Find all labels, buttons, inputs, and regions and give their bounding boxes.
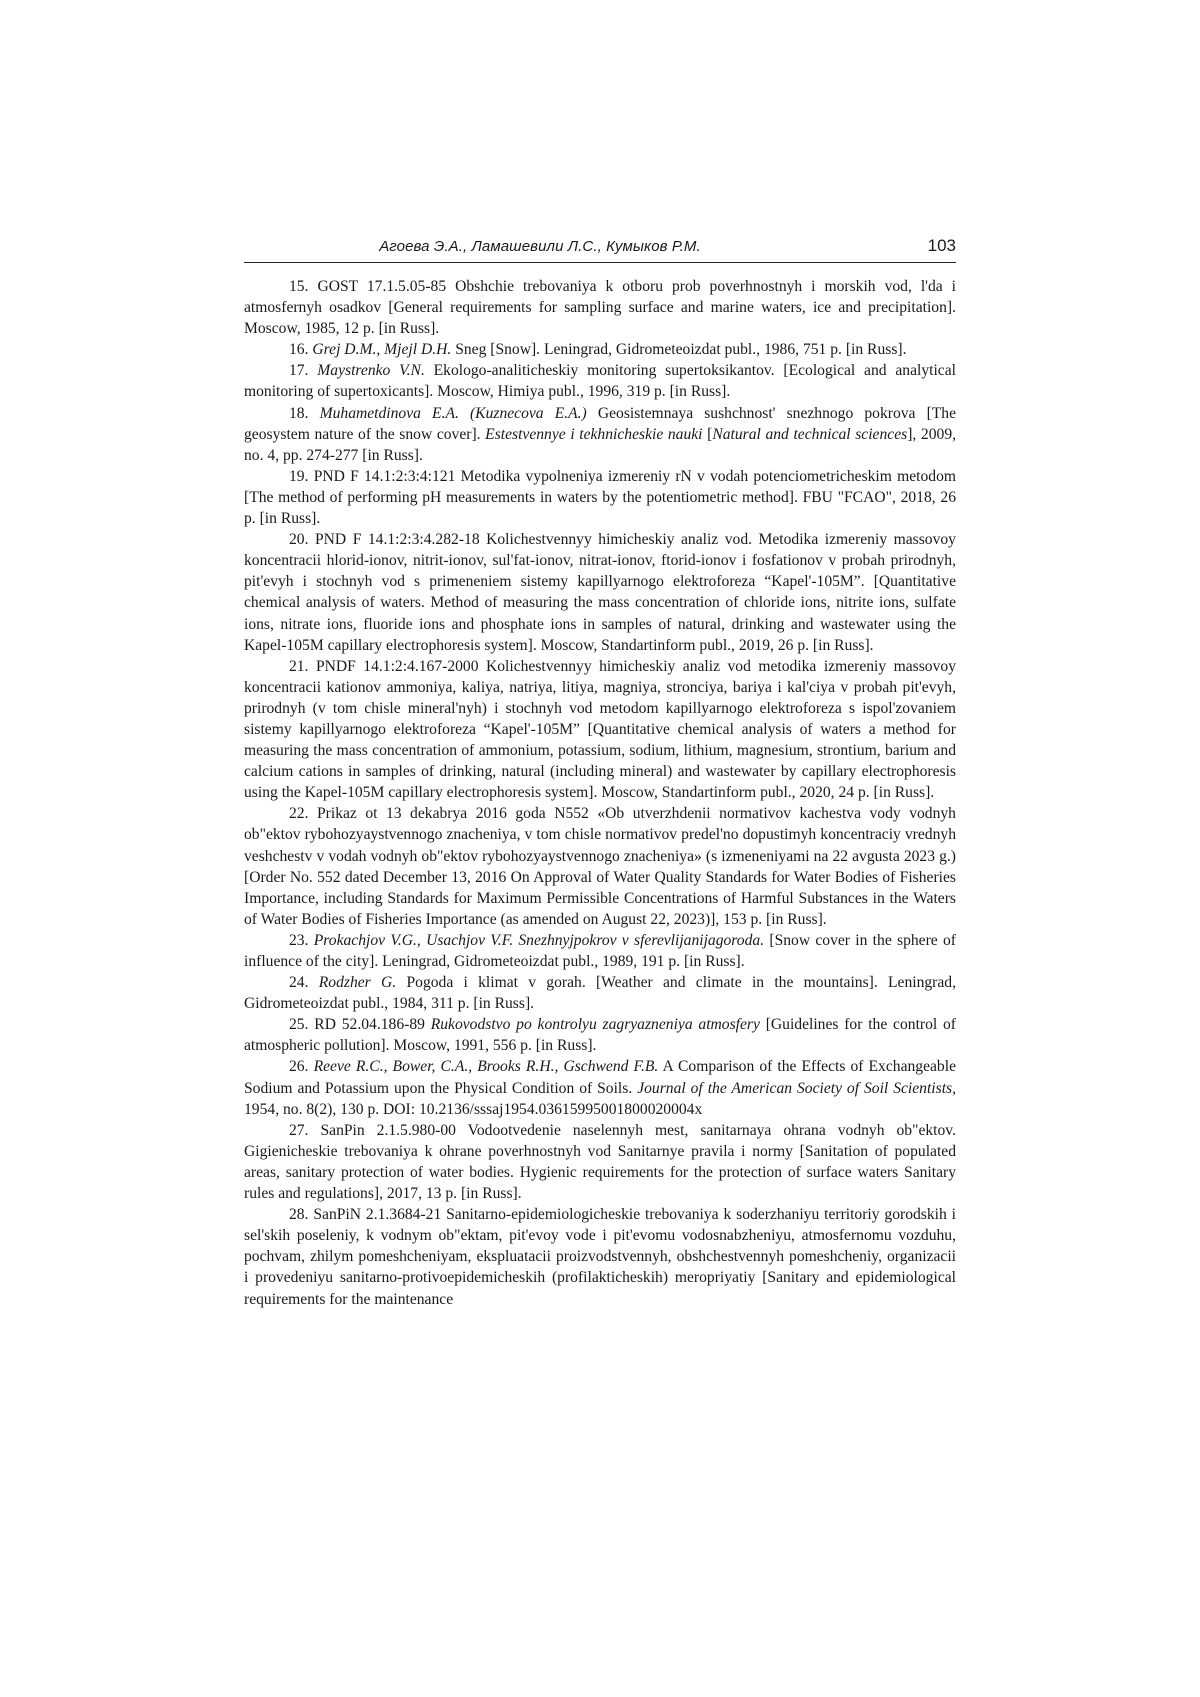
reference-number: 21. [289,657,309,675]
reference-item-15 [244,276,956,339]
reference-text: 2009, no. 4, pp. 274-277 [in Russ]. [244,425,957,464]
reference-journal-en: Natural and technical sciences [712,425,908,443]
reference-title: Geosistemnaya sushchnost' snezhnogo pokrova [The geosystem nature of the snow cover]. [244,404,956,443]
reference-text: Prikaz ot 13 dekabrya 2016 goda N552 «Ob utverzhdenii normativov kachestva vody vodnyh ob"ektov rybohozyaystvennogo znacheniya, v tom chisle normativov predel'no dopustimyh koncentraciy vrednyh veshchestv v vodah vodnyh ob"ektov rybohozyaystvennogo znacheniya» (s izmeneniyami na 22 avgusta 2023 g.) [Order No. 552 dated December 13, 2016 On Approval of Water Quality Standards for Water Bodies of Fisheries Importance, including Standards for Maximum Permissible Concentrations of Harmful Substances in the Waters of Water Bodies of Fisheries Importance (as amended on August 22, 2023)], 153 p. [in Russ]. [244,805,956,928]
reference-text: Ekologo-analiticheskiy monitoring supertoksikantov. [Ecological and analytical monitoring of supertoxicants]. Moscow, Himiya publ., 1996, 319 p. [in Russ]. [244,362,956,401]
reference-item-21 [244,656,956,804]
reference-authors: Prokachjov V.G., Usachjov V.F. Snezhnyjpokrov v sferevlijanijagoroda. [313,931,765,949]
reference-number: 19. [289,467,309,485]
reference-number: 18. [289,404,309,422]
reference-item-24 [244,972,956,1014]
reference-item-18: 18. Muhametdinova E.A. (Kuznecova E.A.) Geosistemnaya sushchnost' snezhnogo pokrova [The geosystem nature of the snow cover]. Estestvennye i tekhnicheskie nauki [Natural and technical sciences], 2009, no. 4, pp. 274-277 [in Russ]. [244,404,957,464]
reference-number: 20. [289,531,309,549]
reference-number: 23. [289,931,309,949]
reference-text: PND F 14.1:2:3:4:121 Metodika vypolneniya izmereniy rN v vodah potenciometricheskim metodom [The method of performing pH measurements in waters by the potentiometric method]. FBU "FCAO", 2018, 26 p. [in Russ]. [244,467,956,528]
reference-list [244,276,956,1310]
reference-item-16 [244,339,956,360]
reference-item-28 [244,1204,956,1309]
reference-journal: Estestvennye i tekhnicheskie nauki [485,425,703,443]
reference-number: 27. [289,1121,309,1139]
reference-lead: RD 52.04.186-89 [314,1016,425,1034]
reference-authors: Maystrenko V.N. [317,362,425,380]
reference-title: A Comparison of the Effects of Exchangeable Sodium and Potassium upon the Physical Condition of Soils. [244,1058,956,1097]
reference-text: Pogoda i klimat v gorah. [Weather and climate in the mountains]. Leningrad, Gidrometeoizdat publ., 1984, 311 p. [in Russ]. [244,974,956,1013]
reference-number: 25. [289,1016,309,1034]
reference-number: 17. [289,362,309,380]
reference-item-27 [244,1120,956,1204]
reference-number: 24. [289,974,309,992]
reference-text: PND F 14.1:2:3:4.282-18 Kolichestvennyy himicheskiy analiz vod. Metodika izmereniy massovoy koncentracii hlorid-ionov, nitrit-ionov, sul'fat-ionov, nitrat-ionov, ftorid-ionov i fosfationov v probah prirodnyh, pit'evyh i stochnyh vod s primeneniem sistemy kapillyarnogo elektroforeza “Kapel'-105M”. [Quantitative chemical analysis of waters. Method of measuring the mass concentration of chloride ions, nitrite ions, sulfate ions, nitrate ions, fluoride ions and phosphate ions in samples of natural, drinking and wastewater using the Kapel-105M capillary electrophoresis system]. Moscow, Standartinform publ., 2019, 26 p. [in Russ]. [244,531,956,654]
reference-authors: Reeve R.C., Bower, C.A., Brooks R.H., Gschwend F.B. [313,1058,659,1076]
reference-text: [Snow cover in the sphere of influence of the city]. Leningrad, Gidrometeoizdat publ., 1989, 191 p. [in Russ]. [244,931,956,970]
running-head: Агоева Э.А., Ламашевили Л.С., Кумыков Р.М. [379,238,701,255]
reference-number: 16. [289,341,309,359]
reference-text: GOST 17.1.5.05-85 Obshchie trebovaniya k otboru prob poverhnostnyh i morskih vod, l'da i atmosfernyh osadkov [General requirements for sampling surface and marine waters, ice and precipitation]. Moscow, 1985, 12 p. [in Russ]. [244,278,956,338]
reference-number: 28. [289,1206,309,1224]
reference-text: 1954, no. 8(2), 130 p. DOI: 10.2136/sssaj1954.03615995001800020004x [244,1100,703,1118]
reference-text: PNDF 14.1:2:4.167-2000 Kolichestvennyy himicheskiy analiz vod metodika izmereniy massovoy koncentracii kationov ammoniya, kaliya, natriya, litiya, magniya, stronciya, bariya i kal'ciya v probah pit'evyh, prirodnyh (v tom chisle mineral'nyh) i stochnyh vod metodom kapillyarnogo elektroforeza s ispol'zovaniem sistemy kapillyarnogo elektroforeza “Kapel'-105M” [Quantitative chemical analysis of waters a method for measuring the mass concentration of ammonium, potassium, sodium, lithium, magnesium, strontium, barium and calcium cations in samples of drinking, natural (including mineral) and wastewater by capillary electrophoresis using the Kapel-105M capillary electrophoresis system]. Moscow, Standartinform publ., 2020, 24 p. [in Russ]. [244,657,956,802]
reference-authors: Rodzher G. [318,974,397,992]
reference-item-20 [244,529,956,656]
reference-item-17 [244,360,956,402]
reference-number: 22. [289,805,309,823]
page-header [244,236,956,263]
reference-text: SanPiN 2.1.3684-21 Sanitarno-epidemiologicheskie trebovaniya k soderzhaniyu territoriy gorodskih i sel'skih poseleniy, k vodnym ob"ektam, pit'evoy vode i pit'evomu vodosnabzheniyu, atmosfernomu vozduhu, pochvam, zhilym pomeshcheniyam, ekspluatacii proizvodstvennyh, obshchestvennyh pomeshcheniy, organizacii i provedeniyu sanitarno-protivoepidemicheskih (profilakticheskih) meropriyatiy [Sanitary and epidemiological requirements for the maintenance [244,1206,956,1308]
reference-text: SanPin 2.1.5.980-00 Vodootvedenie naselennyh mest, sanitarnaya ohrana vodnyh ob"ektov. Gigienicheskie trebovaniya k ohrane poverhnostnyh vod Sanitarnye pravila i normy [Sanitation of populated areas, sanitary protection of water bodies. Hygienic requirements for the protection of surface waters Sanitary rules and regulations], 2017, 13 p. [in Russ]. [244,1121,956,1203]
reference-authors: Grej D.M., Mjejl D.H. [312,341,452,359]
reference-authors: Muhametdinova E.A. (Kuznecova E.A.) [319,404,587,422]
reference-journal: Journal of the American Society of Soil Scientists, [637,1079,957,1097]
reference-text: [Guidelines for the control of atmospheric pollution]. Moscow, 1991, 556 p. [in Russ]. [244,1016,956,1055]
page-number: 103 [927,236,956,255]
reference-title: Rukovodstvo po kontrolyu zagryazneniya atmosfery [430,1016,760,1034]
reference-number: 15. [289,278,309,295]
reference-item-19 [244,466,956,529]
reference-item-25 [244,1014,956,1056]
reference-item-22 [244,803,956,930]
reference-item-23 [244,930,956,972]
reference-item-26 [244,1056,956,1119]
reference-text: Sneg [Snow]. Leningrad, Gidrometeoizdat publ., 1986, 751 p. [in Russ]. [455,341,907,359]
reference-number: 26. [289,1058,309,1076]
